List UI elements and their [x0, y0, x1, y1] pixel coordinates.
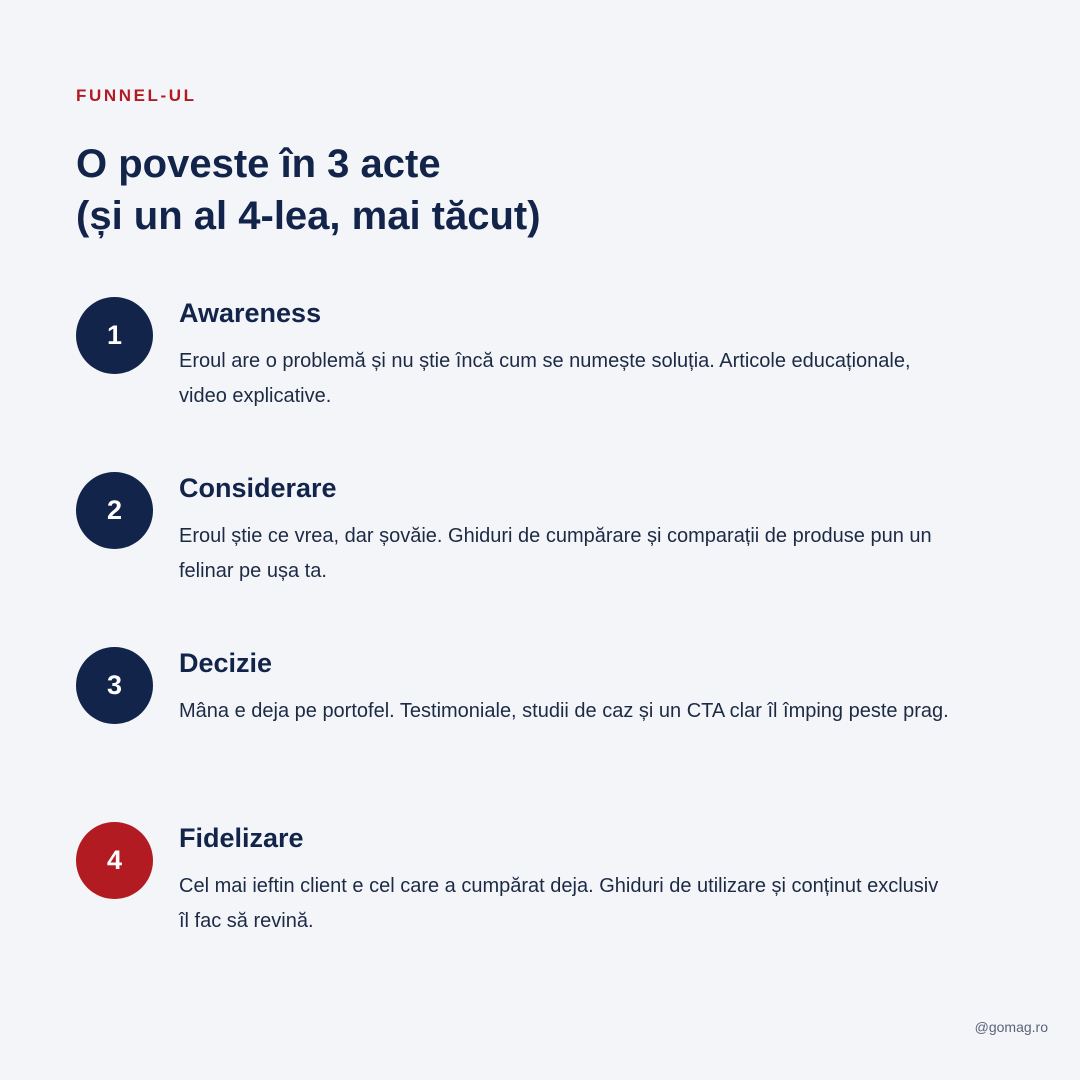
step-number-badge: 1 [76, 297, 153, 374]
step-description: Eroul are o problemă și nu știe încă cum se numește soluția. Articole educaționale, video explicative. [179, 350, 911, 407]
brand-handle: @gomag.ro [974, 1019, 1048, 1035]
step-description: Cel mai ieftin client e cel care a cumpărat deja. Ghiduri de utilizare și conținut exclusiv îl fac să revină. [179, 875, 939, 932]
step-description: Mâna e deja pe portofel. Testimoniale, studii de caz și un CTA clar îl împing peste prag. [179, 700, 949, 722]
step-number-badge: 4 [76, 822, 153, 899]
title-line-1: O poveste în 3 acte [76, 142, 441, 186]
funnel-step-4 [76, 821, 976, 996]
step-title: Decizie [179, 648, 273, 678]
step-description: Eroul știe ce vrea, dar șovăie. Ghiduri de cumpărare și comparații de produse pun un felinar pe ușa ta. [179, 525, 932, 582]
title-line-2: (și un al 4-lea, mai tăcut) [76, 194, 541, 238]
step-number-badge: 3 [76, 647, 153, 724]
step-title: Awareness [179, 298, 322, 328]
funnel-step-3 [76, 646, 976, 821]
step-title: Considerare [179, 473, 337, 503]
page-title [76, 138, 976, 242]
funnel-steps-list [76, 296, 976, 996]
funnel-step-1 [76, 296, 976, 471]
step-title: Fidelizare [179, 823, 304, 853]
section-eyebrow: FUNNEL-UL [76, 86, 197, 105]
funnel-step-2 [76, 471, 976, 646]
step-number-badge: 2 [76, 472, 153, 549]
